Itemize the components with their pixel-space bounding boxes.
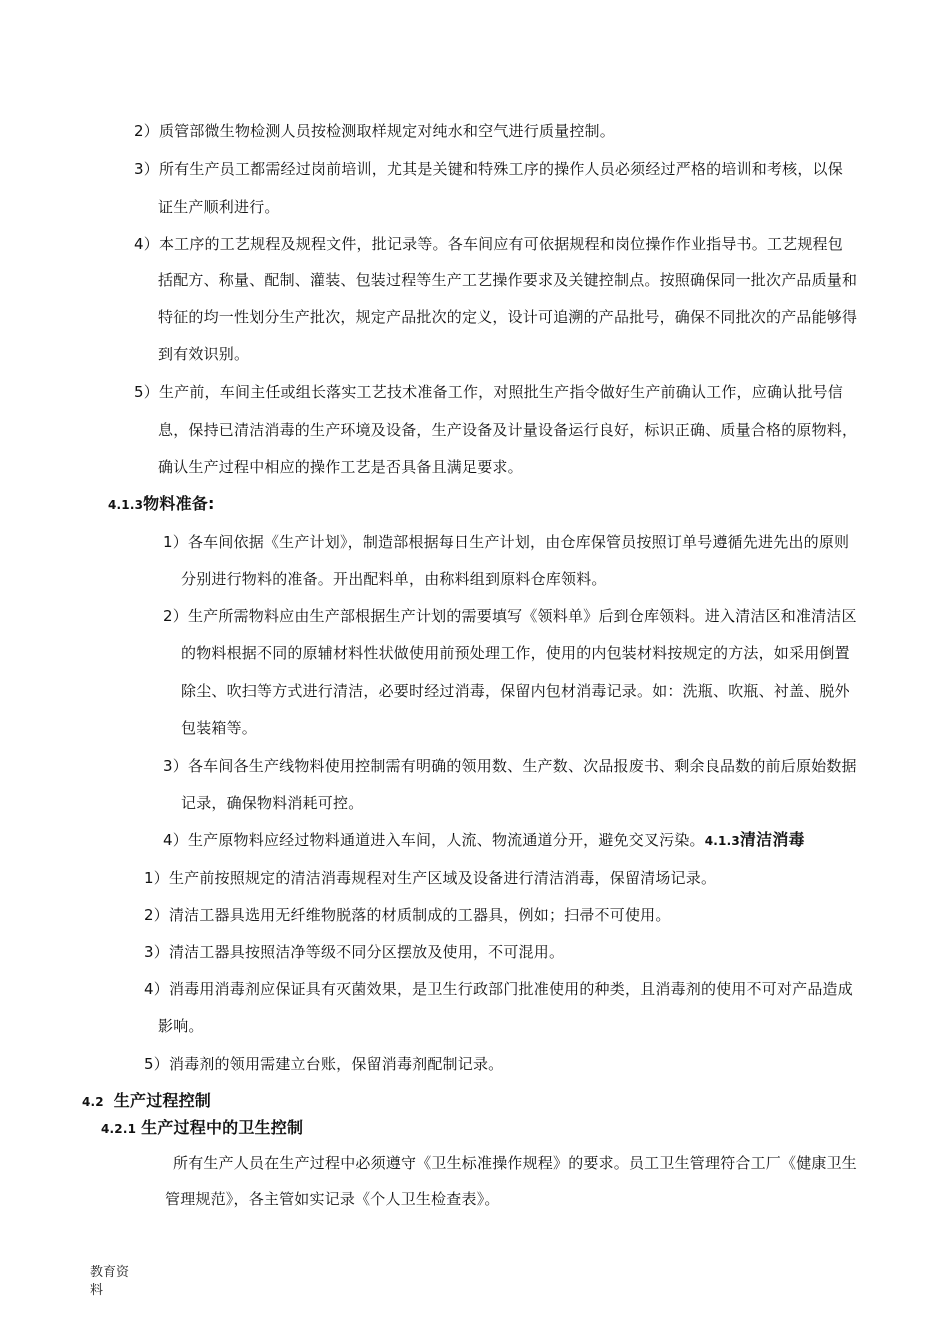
section-title: 生产过程控制 xyxy=(113,1091,211,1110)
list-item-5-cont: 确认生产过程中相应的操作工艺是否具备且满足要求。 xyxy=(158,458,523,476)
cleaning-item-1: 1）生产前按照规定的清洁消毒规程对生产区域及设备进行清洁消毒，保留清场记录。 xyxy=(144,869,717,887)
cleaning-item-4: 4）消毒用消毒剂应保证具有灭菌效果，是卫生行政部门批准使用的种类，且消毒剂的使用不可对产品造成 xyxy=(144,980,853,998)
material-item-2-cont: 包装箱等。 xyxy=(181,719,258,737)
material-item-2-cont: 除尘、吹扫等方式进行清洁，必要时经过消毒，保留内包材消毒记录。如：洗瓶、吹瓶、衬盖、脱外 xyxy=(181,682,850,700)
list-item-2: 2）质管部微生物检测人员按检测取样规定对纯水和空气进行质量控制。 xyxy=(134,122,615,140)
cleaning-item-5: 5）消毒剂的领用需建立台账，保留消毒剂配制记录。 xyxy=(144,1055,504,1073)
list-item-4-cont: 到有效识别。 xyxy=(158,345,250,363)
cleaning-item-3: 3）清洁工器具按照洁净等级不同分区摆放及使用，不可混用。 xyxy=(144,943,565,961)
list-item-4-cont: 括配方、称量、配制、灌装、包装过程等生产工艺操作要求及关键控制点。按照确保同一批次产品质量和 xyxy=(158,271,858,289)
footer-label xyxy=(90,1264,129,1300)
list-item-3: 3）所有生产员工都需经过岗前培训，尤其是关键和特殊工序的操作人员必须经过严格的培训和考核，以保 xyxy=(134,160,843,178)
material-item-3: 3）各车间各生产线物料使用控制需有明确的领用数、生产数、次品报废书、剩余良品数的前后原始数据 xyxy=(163,757,857,775)
material-item-4-text: 4）生产原物料应经过物料通道进入车间，人流、物流通道分开，避免交叉污染。 xyxy=(163,831,705,849)
section-number: 4.2.1 xyxy=(101,1122,137,1136)
section-421-paragraph: 所有生产人员在生产过程中必须遵守《卫生标准操作规程》的要求。员工卫生管理符合工厂《健康卫生 xyxy=(173,1154,858,1172)
footer-line: 料 xyxy=(90,1283,104,1298)
material-item-2: 2）生产所需物料应由生产部根据生产计划的需要填写《领料单》后到仓库领料。进入清洁区和准清洁区 xyxy=(163,607,857,625)
list-item-4: 4）本工序的工艺规程及规程文件，批记录等。各车间应有可依据规程和岗位操作作业指导书。工艺规程包 xyxy=(134,235,843,253)
list-item-5: 5）生产前，车间主任或组长落实工艺技术准备工作，对照批生产指令做好生产前确认工作，应确认批号信 xyxy=(134,383,843,401)
section-heading-421 xyxy=(101,1118,303,1139)
cleaning-item-2: 2）清洁工器具选用无纤维物脱落的材质制成的工器具，例如；扫帚不可使用。 xyxy=(144,906,671,924)
material-item-1-cont: 分别进行物料的准备。开出配料单，由称料组到原料仓库领料。 xyxy=(181,570,607,588)
list-item-3-cont: 证生产顺利进行。 xyxy=(158,198,280,216)
section-title: 物料准备: xyxy=(143,494,215,513)
cleaning-item-4-cont: 影响。 xyxy=(158,1017,204,1035)
material-item-3-cont: 记录，确保物料消耗可控。 xyxy=(181,794,364,812)
list-item-4-cont: 特征的均一性划分生产批次，规定产品批次的定义，设计可追溯的产品批号，确保不同批次的产品能够得 xyxy=(158,308,858,326)
section-number: 4.2 xyxy=(82,1095,104,1109)
section-title-cleaning: 清洁消毒 xyxy=(739,830,805,849)
section-number: 4.1.3 xyxy=(704,834,740,848)
section-421-paragraph-cont: 管理规范》，各主管如实记录《个人卫生检查表》。 xyxy=(165,1190,500,1208)
footer-line: 教育资 xyxy=(90,1265,130,1280)
section-heading-material xyxy=(108,494,215,515)
section-number: 4.1.3 xyxy=(108,498,144,512)
section-title: 生产过程中的卫生控制 xyxy=(141,1118,304,1137)
list-item-5-cont: 息，保持已清洁消毒的生产环境及设备，生产设备及计量设备运行良好，标识正确、质量合格的原物料， xyxy=(158,421,858,439)
material-item-2-cont: 的物料根据不同的原辅材料性状做使用前预处理工作，使用的内包装材料按规定的方法，如采用倒置 xyxy=(181,644,850,662)
section-heading-42 xyxy=(82,1091,211,1112)
material-item-1: 1）各车间依据《生产计划》，制造部根据每日生产计划，由仓库保管员按照订单号遵循先进先出的原则 xyxy=(163,533,850,551)
material-item-4 xyxy=(163,830,805,851)
